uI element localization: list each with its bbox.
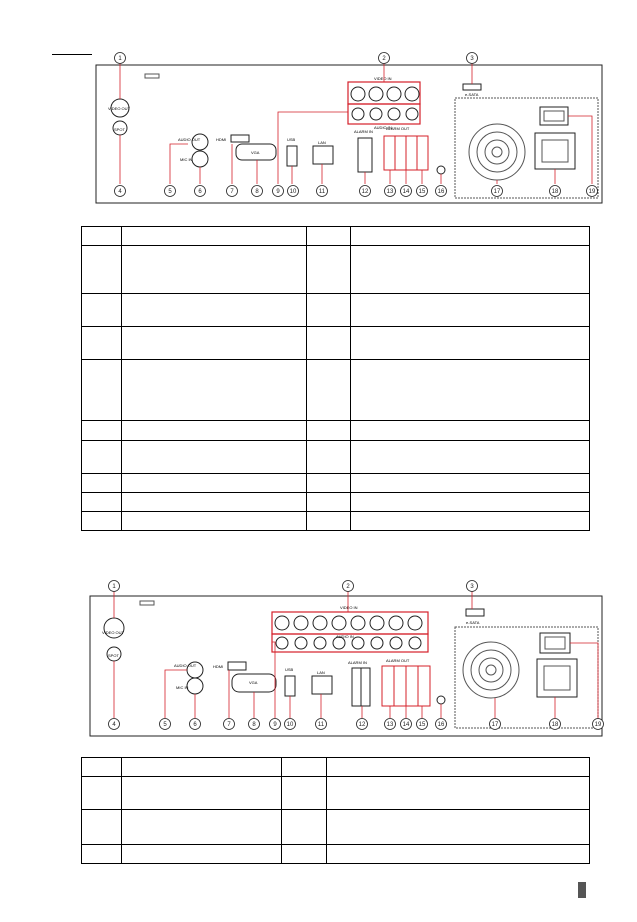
callout-16: 16 — [437, 189, 445, 195]
ports-table-1 — [81, 226, 590, 531]
video-in-label: VIDEO IN — [340, 605, 358, 610]
usb-label: USB — [285, 667, 294, 672]
callout-8: 8 — [252, 722, 256, 728]
callout-9: 9 — [273, 722, 277, 728]
callout-16: 16 — [437, 722, 445, 728]
callout-10: 10 — [286, 722, 294, 728]
alarm-in-block — [358, 138, 372, 172]
mic-in-label: MIC IN — [176, 685, 189, 690]
ground-icon — [437, 166, 445, 174]
table-row — [82, 327, 590, 360]
table-row — [82, 441, 590, 474]
table-row — [82, 777, 590, 810]
chassis-tab — [140, 601, 154, 605]
video-out-label: VIDEO OUT — [102, 630, 125, 635]
callout-11: 11 — [318, 189, 326, 195]
callout-2: 2 — [382, 56, 386, 62]
video-in-label: VIDEO IN — [374, 76, 392, 81]
callout-3: 3 — [470, 56, 474, 62]
callout-12: 12 — [358, 722, 366, 728]
callout-17: 17 — [493, 189, 501, 195]
esata-label: e-SATA — [466, 620, 480, 625]
esata-port — [466, 609, 484, 616]
callout-6: 6 — [193, 722, 197, 728]
table-row — [82, 360, 590, 421]
vga-label: VGA — [249, 680, 258, 685]
callout-12: 12 — [361, 189, 369, 195]
vga-label: VGA — [251, 150, 260, 155]
usb-port — [285, 676, 295, 696]
table-row — [82, 294, 590, 327]
alarm-in-label: ALARM IN — [348, 660, 367, 665]
callout-18: 18 — [551, 722, 559, 728]
page-number-marker — [578, 882, 586, 898]
alarm-out-label: ALARM OUT — [386, 126, 410, 131]
esata-label: e-SATA — [465, 92, 479, 97]
table-row — [82, 845, 590, 864]
audio-out-label: AUDIO OUT — [178, 137, 201, 142]
callout-15: 15 — [418, 189, 426, 195]
table-row — [82, 227, 590, 246]
callout-8: 8 — [255, 189, 259, 195]
callout-18: 18 — [551, 189, 559, 195]
callout-5: 5 — [168, 189, 172, 195]
table-row — [82, 421, 590, 441]
lan-label: LAN — [317, 670, 325, 675]
hdmi-port — [231, 135, 249, 142]
callout-15: 15 — [418, 722, 426, 728]
callout-3: 3 — [470, 584, 474, 590]
callout-14: 14 — [402, 189, 410, 195]
table-row — [82, 474, 590, 493]
callout-13: 13 — [386, 722, 394, 728]
callout-7: 7 — [230, 189, 234, 195]
audio-out-label: AUDIO OUT — [174, 663, 197, 668]
callout-19: 19 — [594, 722, 602, 728]
callout-9: 9 — [276, 189, 280, 195]
callout-5: 5 — [163, 722, 167, 728]
ground-icon — [437, 696, 445, 704]
rear-panel-diagram-1 — [0, 40, 637, 215]
video-out-label: VIDEO OUT — [108, 106, 131, 111]
hdmi-port — [228, 662, 246, 670]
usb-label: USB — [287, 137, 296, 142]
callout-19: 19 — [588, 189, 596, 195]
video-out-connector — [104, 618, 124, 638]
callout-4: 4 — [118, 189, 122, 195]
lan-port — [312, 676, 332, 694]
callout-17: 17 — [491, 722, 499, 728]
callout-2: 2 — [346, 584, 350, 590]
rear-panel-diagram-2 — [0, 572, 637, 747]
table-row — [82, 512, 590, 531]
hdmi-label: HDMI — [216, 137, 227, 142]
table-row — [82, 810, 590, 845]
callout-14: 14 — [402, 722, 410, 728]
callout-7: 7 — [227, 722, 231, 728]
callout-4: 4 — [112, 722, 116, 728]
spot-label: SPOT — [114, 127, 125, 132]
alarm-in-label: ALARM IN — [354, 129, 373, 134]
esata-port — [463, 84, 481, 90]
mic-in-connector — [192, 151, 208, 167]
callout-1: 1 — [118, 56, 122, 62]
chassis-tab — [145, 74, 159, 78]
lan-label: LAN — [318, 140, 326, 145]
mic-in-connector — [187, 678, 203, 694]
lan-port — [313, 146, 333, 164]
ports-table-2 — [81, 757, 590, 864]
callout-10: 10 — [289, 189, 297, 195]
spot-label: SPOT — [108, 653, 119, 658]
alarm-out-label: ALARM OUT — [386, 658, 410, 663]
table-row — [82, 493, 590, 512]
table-row — [82, 246, 590, 294]
mic-in-label: MIC IN — [180, 157, 193, 162]
callout-6: 6 — [198, 189, 202, 195]
audio-in-label: AUDIO IN — [374, 125, 392, 130]
audio-in-label: AUDIO IN — [336, 634, 354, 639]
callout-11: 11 — [317, 722, 325, 728]
callout-13: 13 — [386, 189, 394, 195]
usb-port — [287, 146, 297, 166]
callout-1: 1 — [112, 584, 116, 590]
hdmi-label: HDMI — [213, 664, 224, 669]
table-row — [82, 758, 590, 777]
